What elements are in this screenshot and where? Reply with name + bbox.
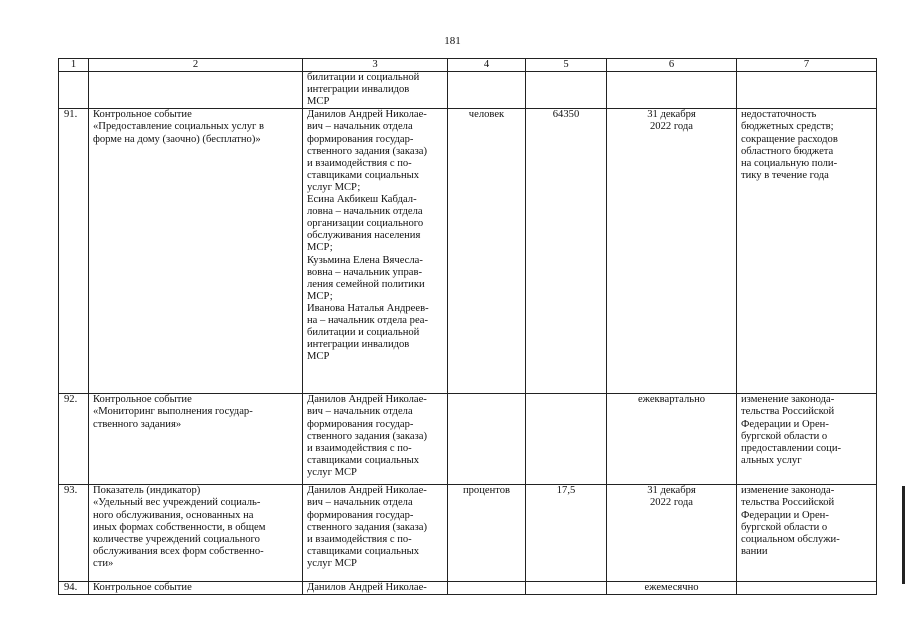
responsible-cell: Данилов Андрей Николае- вич – начальник отдела формирования государ- ственного задания (заказа) и взаимодействия с по- ставщиками социальных услуг МСР xyxy=(303,485,448,582)
column-number: 1 xyxy=(59,59,89,72)
unit-cell xyxy=(448,72,526,109)
column-number: 6 xyxy=(607,59,737,72)
table-row xyxy=(59,582,877,595)
value-cell: 17,5 xyxy=(526,485,607,582)
unit-cell: человек xyxy=(448,109,526,394)
event-cell: Контрольное событие «Мониторинг выполнения государ- ственного задания» xyxy=(89,394,303,485)
column-number: 4 xyxy=(448,59,526,72)
responsible-cell: Данилов Андрей Николае- xyxy=(303,582,448,595)
value-cell xyxy=(526,582,607,595)
responsible-cell: Данилов Андрей Николае- вич – начальник отдела формирования государ- ственного задания (заказа) и взаимодействия с по- ставщиками социальных услуг МСР; Есина Акбикеш Кабдал- ловна – начальник отдела организации социального обслуживания населения МСР; Кузьмина Елена Вячесла- вовна – начальник управ- ления семейной политики МСР; Иванова Наталья Андреев- на – начальник отдела реа- билитации и социальной интеграции инвалидов МСР xyxy=(303,109,448,394)
page-number: 181 xyxy=(444,35,461,47)
deadline-cell: ежемесячно xyxy=(607,582,737,595)
table-row xyxy=(59,109,877,394)
value-cell xyxy=(526,394,607,485)
row-number: 91. xyxy=(59,109,89,394)
column-number: 7 xyxy=(737,59,877,72)
column-number: 3 xyxy=(303,59,448,72)
unit-cell: процентов xyxy=(448,485,526,582)
risk-cell: изменение законода- тельства Российской Федерации и Орен- бургской области о предоставлении соци- альных услуг xyxy=(737,394,877,485)
risk-cell: изменение законода- тельства Российской Федерации и Орен- бургской области о социальном обслужи- вании xyxy=(737,485,877,582)
row-number xyxy=(59,72,89,109)
event-cell xyxy=(89,72,303,109)
responsible-cell: Данилов Андрей Николае- вич – начальник отдела формирования государ- ственного задания (заказа) и взаимодействия с по- ставщиками социальных услуг МСР xyxy=(303,394,448,485)
unit-cell xyxy=(448,394,526,485)
table-row xyxy=(59,485,877,582)
plan-table xyxy=(58,58,877,595)
value-cell xyxy=(526,72,607,109)
column-number: 2 xyxy=(89,59,303,72)
value-cell: 64350 xyxy=(526,109,607,394)
row-number: 93. xyxy=(59,485,89,582)
event-cell: Контрольное событие xyxy=(89,582,303,595)
deadline-cell: 31 декабря 2022 года xyxy=(607,109,737,394)
table-row xyxy=(59,394,877,485)
row-number: 92. xyxy=(59,394,89,485)
responsible-cell: билитации и социальной интеграции инвалидов МСР xyxy=(303,72,448,109)
risk-cell: недостаточность бюджетных средств; сокращение расходов областного бюджета на социальную поли- тику в течение года xyxy=(737,109,877,394)
table-row xyxy=(59,72,877,109)
event-cell: Показатель (индикатор) «Удельный вес учреждений социаль- ного обслуживания, основанных на иных формах собственности, в общем количестве учреждений социального обслуживания всех форм собственно- сти» xyxy=(89,485,303,582)
unit-cell xyxy=(448,582,526,595)
risk-cell xyxy=(737,582,877,595)
deadline-cell: 31 декабря 2022 года xyxy=(607,485,737,582)
row-number: 94. xyxy=(59,582,89,595)
deadline-cell xyxy=(607,72,737,109)
event-cell: Контрольное событие «Предоставление социальных услуг в форме на дому (заочно) (бесплатно)» xyxy=(89,109,303,394)
column-number: 5 xyxy=(526,59,607,72)
deadline-cell: ежеквартально xyxy=(607,394,737,485)
risk-cell xyxy=(737,72,877,109)
column-number-row xyxy=(59,59,877,72)
